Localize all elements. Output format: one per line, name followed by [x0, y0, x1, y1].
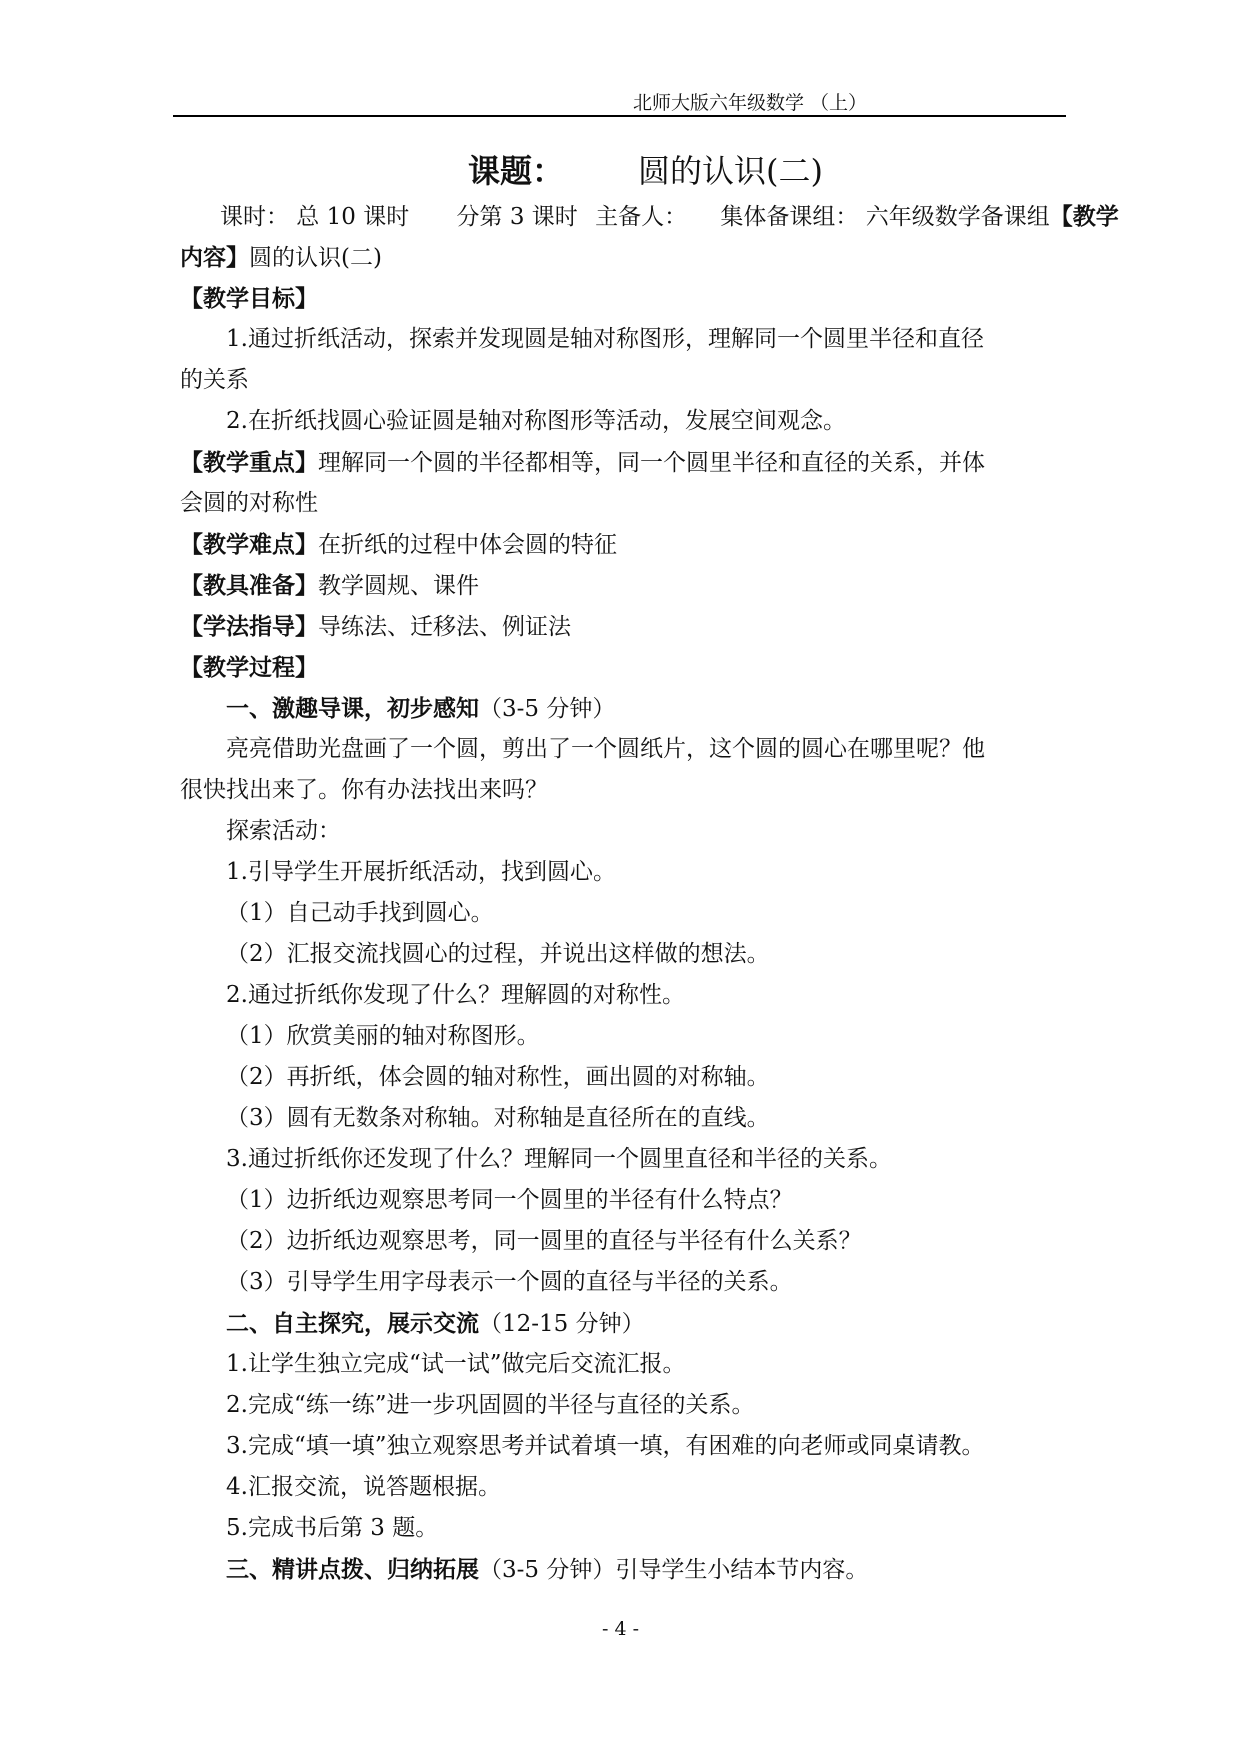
content-heading-part2: 内容】 — [180, 244, 249, 271]
content-line — [180, 237, 1073, 278]
activity-3-3: （3）引导学生用字母表示一个圆的直径与半径的关系。 — [226, 1269, 793, 1295]
step-3: 3.完成“填一填”独立观察思考并试着填一填，有困难的向老师或同桌请教。 — [226, 1433, 985, 1459]
content-heading-part1: 【教学 — [1049, 203, 1119, 230]
method-line — [180, 606, 1073, 647]
goal-2: 2.在折纸找圆心验证圆是轴对称图形等活动，发展空间观念。 — [226, 408, 846, 434]
section-1-paragraph-a: 亮亮借助光盘画了一个圆，剪出了一个圆纸片，这个圆的圆心在哪里呢？他 — [226, 736, 985, 762]
goal-1a: 1.通过折纸活动，探索并发现圆是轴对称图形，理解同一个圆里半径和直径 — [226, 326, 984, 352]
tools-text: 教学圆规、课件 — [318, 573, 479, 599]
section-1-heading: 一、激趣导课，初步感知 — [226, 695, 479, 722]
document-body — [180, 196, 1119, 1590]
section-3-line — [180, 1549, 1073, 1590]
keypoint-heading: 【教学重点】 — [180, 449, 318, 476]
section-3-time: （3-5 分钟） — [479, 1557, 616, 1583]
content-text: 圆的认识(二) — [249, 245, 382, 271]
meta-section: 分第 3 课时 — [456, 204, 578, 230]
activity-2-2: （2）再折纸，体会圆的轴对称性，画出圆的对称轴。 — [226, 1064, 770, 1090]
page-number: - 4 - — [601, 1618, 639, 1640]
section-1-time: （3-5 分钟） — [479, 696, 616, 722]
step-5: 5.完成书后第 3 题。 — [226, 1515, 439, 1541]
step-4: 4.汇报交流，说答题根据。 — [226, 1474, 501, 1500]
section-2-time: （12-15 分钟） — [479, 1311, 645, 1337]
tools-line — [180, 565, 1073, 606]
lesson-title — [0, 146, 1241, 196]
meta-preparer: 主备人： — [595, 204, 688, 230]
activity-3: 3.通过折纸你还发现了什么？理解同一个圆里直径和半径的关系。 — [226, 1146, 892, 1172]
difficulty-heading: 【教学难点】 — [180, 531, 318, 558]
section-1-heading-line — [180, 688, 1073, 729]
meta-line — [180, 196, 1119, 237]
keypoint-line — [180, 442, 1073, 483]
title-label: 课题： — [468, 152, 565, 190]
method-heading: 【学法指导】 — [180, 613, 318, 640]
keypoint-text: 理解同一个圆的半径都相等，同一个圆里半径和直径的关系，并体 — [318, 450, 985, 476]
tools-heading: 【教具准备】 — [180, 572, 318, 599]
activity-2: 2.通过折纸你发现了什么？理解圆的对称性。 — [226, 982, 685, 1008]
activity-2-3: （3）圆有无数条对称轴。对称轴是直径所在的直线。 — [226, 1105, 770, 1131]
difficulty-text: 在折纸的过程中体会圆的特征 — [318, 532, 617, 558]
meta-group: 集体备课组： 六年级数学备课组 — [720, 204, 1050, 230]
section-2-heading-line — [180, 1303, 1073, 1344]
activity-3-1: （1）边折纸边观察思考同一个圆里的半径有什么特点？ — [226, 1187, 793, 1213]
section-3-text: 引导学生小结本节内容。 — [615, 1557, 869, 1583]
activity-1: 1.引导学生开展折纸活动，找到圆心。 — [226, 859, 616, 885]
running-header: 北师大版六年级数学 （上） — [632, 92, 868, 114]
activity-1-2: （2）汇报交流找圆心的过程，并说出这样做的想法。 — [226, 941, 770, 967]
process-heading: 【教学过程】 — [180, 654, 318, 681]
activity-1-1: （1）自己动手找到圆心。 — [226, 900, 494, 926]
meta-period: 课时： 总 10 课时 — [220, 204, 410, 230]
step-1: 1.让学生独立完成“试一试”做完后交流汇报。 — [226, 1351, 686, 1377]
step-2: 2.完成“练一练”进一步巩固圆的半径与直径的关系。 — [226, 1392, 755, 1418]
activity-2-1: （1）欣赏美丽的轴对称图形。 — [226, 1023, 540, 1049]
method-text: 导练法、迁移法、例证法 — [318, 614, 571, 640]
header-rule — [173, 115, 1066, 117]
goal-1b: 的关系 — [180, 367, 249, 393]
title-text: 圆的认识(二) — [638, 152, 823, 190]
explore-label: 探索活动： — [226, 818, 341, 844]
section-2-heading: 二、自主探究，展示交流 — [226, 1310, 479, 1337]
section-3-heading: 三、精讲点拨、归纳拓展 — [226, 1556, 479, 1583]
section-1-paragraph-b: 很快找出来了。你有办法找出来吗？ — [180, 777, 548, 803]
goals-heading: 【教学目标】 — [180, 285, 318, 312]
activity-3-2: （2）边折纸边观察思考，同一圆里的直径与半径有什么关系？ — [226, 1228, 862, 1254]
difficulty-line — [180, 524, 1073, 565]
keypoint-text-cont: 会圆的对称性 — [180, 490, 318, 516]
